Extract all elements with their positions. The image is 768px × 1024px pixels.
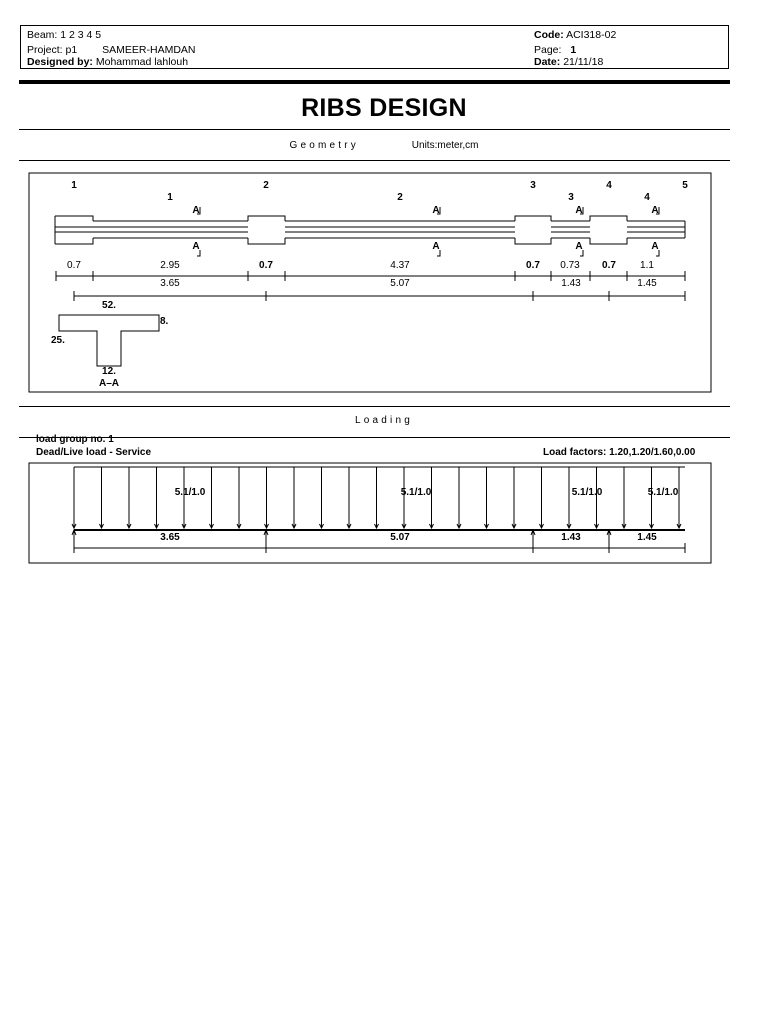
span-load-value-2: 5.1/1.0 — [400, 487, 432, 498]
dim-row2-value-4: 1.45 — [637, 278, 657, 289]
dim-row1-value-5: 0.7 — [526, 260, 540, 271]
dim-row1-value-7: 0.7 — [602, 260, 616, 271]
beam-label: Beam: — [27, 29, 58, 41]
code-value: ACI318-02 — [566, 29, 617, 41]
section-web-width: 12. — [102, 366, 116, 377]
beam-value: 1 2 3 4 5 — [60, 29, 102, 41]
designed-by-value: Mohammad lahlouh — [95, 56, 189, 68]
dim-row2-value-2: 5.07 — [390, 278, 410, 289]
support-label-2: 2 — [263, 180, 269, 191]
loading-drawing — [29, 463, 711, 563]
loading-span-1: 3.65 — [160, 532, 180, 543]
section-mark-top-4: A — [651, 205, 659, 216]
section-mark-top-1: A — [192, 205, 200, 216]
section-mark-bottom-4: A — [651, 241, 659, 252]
geometry-drawing — [29, 173, 711, 392]
section-mark-top-2: A — [432, 205, 440, 216]
page-number: 1 — [570, 44, 577, 56]
support-label-3: 3 — [530, 180, 536, 191]
column-outline-3 — [515, 216, 551, 244]
span-label-2: 2 — [397, 192, 403, 203]
section-mark-bottom-2: A — [432, 241, 440, 252]
date-label: Date: — [534, 56, 561, 68]
loading-span-3: 1.43 — [561, 532, 581, 543]
loading-heading: Loading — [355, 415, 413, 426]
section-name: A–A — [98, 378, 119, 389]
span-label-3: 3 — [568, 192, 574, 203]
geometry-frame — [29, 173, 711, 392]
page-title: RIBS DESIGN — [301, 94, 467, 122]
load-case-label: Dead/Live load - Service — [36, 447, 152, 458]
load-factors-label: Load factors: 1.20,1.20/1.60,0.00 — [543, 447, 696, 458]
column-outline-2 — [248, 216, 285, 244]
section-flange-thickness: 8. — [160, 316, 169, 327]
dim-row1-value-8: 1.1 — [640, 260, 654, 271]
dim-row2-value-1: 3.65 — [160, 278, 180, 289]
code-label: Code: — [534, 29, 564, 41]
span-label-4: 4 — [644, 192, 650, 203]
project-client: SAMEER-HAMDAN — [102, 44, 196, 56]
section-mark-top-3: A — [575, 205, 583, 216]
support-label-5: 5 — [682, 180, 688, 191]
section-total-depth: 25. — [51, 335, 65, 346]
dim-row2-value-3: 1.43 — [561, 278, 581, 289]
page-label: Page: — [534, 44, 562, 56]
loading-top-rule — [19, 406, 730, 407]
project-value: p1 — [65, 44, 78, 56]
date-value: 21/11/18 — [563, 56, 604, 68]
support-label-4: 4 — [606, 180, 612, 191]
column-outline-4 — [590, 216, 627, 244]
loading-heading-rule — [19, 437, 730, 438]
dim-row1-value-4: 4.37 — [390, 260, 410, 271]
designed-by-label: Designed by: — [27, 56, 93, 68]
section-flange-width: 52. — [102, 300, 116, 311]
loading-span-2: 5.07 — [390, 532, 410, 543]
beam-left-end — [55, 216, 93, 244]
span-load-value-1: 5.1/1.0 — [174, 487, 206, 498]
tee-section-outline — [59, 315, 159, 366]
span-load-value-3: 5.1/1.0 — [571, 487, 603, 498]
loading-heading-row — [0, 415, 768, 426]
geometry-heading: Geometry — [289, 140, 360, 151]
dim-row1-value-6: 0.73 — [560, 260, 580, 271]
section-mark-bottom-1: A — [192, 241, 200, 252]
project-label: Project: — [27, 44, 63, 56]
section-mark-bottom-3: A — [575, 241, 583, 252]
support-label-1: 1 — [71, 180, 77, 191]
dim-row1-value-2: 2.95 — [160, 260, 180, 271]
dim-row1-value-3: 0.7 — [259, 260, 273, 271]
dim-row1-value-1: 0.7 — [67, 260, 81, 271]
span-label-1: 1 — [167, 192, 173, 203]
loading-span-4: 1.45 — [637, 532, 657, 543]
span-load-value-4: 5.1/1.0 — [647, 487, 679, 498]
load-group-label: load group no. 1 — [36, 434, 114, 445]
geometry-units: Units:meter,cm — [411, 140, 479, 151]
